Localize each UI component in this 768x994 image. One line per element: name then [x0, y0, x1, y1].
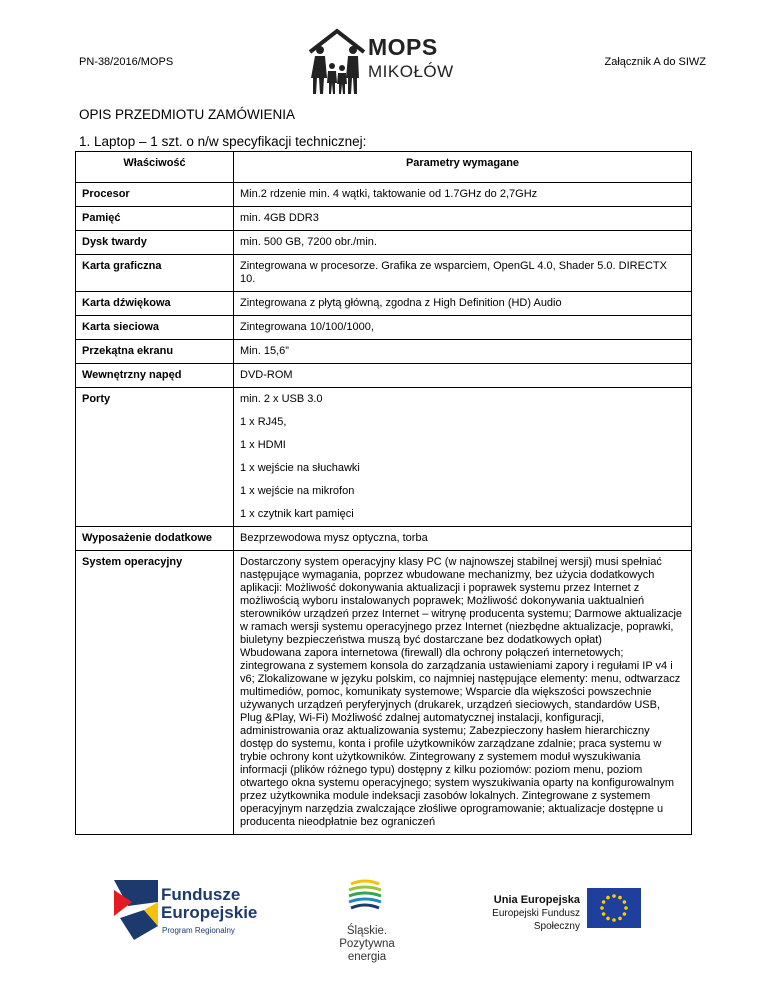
- port-item: 1 x HDMI: [240, 439, 286, 451]
- logo-title: MOPS: [368, 34, 438, 60]
- table-row: [76, 255, 692, 292]
- slaskie-logo-icon: [345, 876, 385, 916]
- port-item: 1 x RJ45,: [240, 416, 287, 428]
- eu-flag-icon: [587, 888, 641, 928]
- fe-flag-icon: [114, 880, 158, 940]
- port-item: 1 x wejście na słuchawki: [240, 462, 360, 474]
- row-key: Karta graficzna: [76, 255, 234, 292]
- row-value-os: [234, 551, 692, 835]
- os-paragraph: Wbudowana zapora internetowa (firewall) dla ochrony połączeń internetowych; zintegrowana z systemem konsola do zarządzania ustawieniami zapory i regułami IP v4 i v6; Zlokalizowane w języku polskim, co najmniej następujące elementy: menu, odtwarzacz multimediów, pomoc, komunikaty systemowe; Wsparcie dla większości powszechnie używanych urządzeń peryferyjnych (drukarek, urządzeń sieciowych, standardów USB, Plug &Play, Wi-Fi) Możliwość zdalnej automatycznej instalacji, konfiguracji, administrowania oraz aktualizowania systemu; Zabezpieczony hasłem hierarchiczny dostęp do systemu, konta i profile użytkowników zarządzane zdalnie; praca systemu w trybie ochrony kont użytkowników. Zintegrowany z systemem moduł wyszukiwania informacji (plików różnego typu) dostępny z kilku poziomów: poziom menu, poziom otwartego okna systemu operacyjnego; system wyszukiwania oparty na konfigurowalnym przez użytkownika module indeksacji zasobów lokalnych. Zintegrowane z systemem operacyjnym narzędzia zwalczające złośliwe oprogramowanie; aktualizacje dostępne u producenta nieodpłatnie bez ograniczeń: [240, 647, 681, 828]
- row-value: min. 500 GB, 7200 obr./min.: [234, 231, 692, 255]
- row-value: DVD-ROM: [234, 364, 692, 388]
- mops-logo: [306, 28, 456, 96]
- column-header-property: Właściwość: [76, 152, 234, 183]
- row-key: System operacyjny: [76, 551, 234, 835]
- row-value: Min. 15,6”: [234, 340, 692, 364]
- port-item: 1 x czytnik kart pamięci: [240, 508, 354, 520]
- table-row: [76, 364, 692, 388]
- slaskie-text: [322, 925, 412, 964]
- fe-logo-line: Fundusze: [161, 885, 241, 904]
- row-value: min. 4GB DDR3: [234, 207, 692, 231]
- column-header-parameters: Parametry wymagane: [234, 152, 692, 183]
- row-value-list: [234, 388, 692, 527]
- row-key: Procesor: [76, 183, 234, 207]
- logo-subtitle: MIKOŁÓW: [368, 62, 454, 81]
- slaskie-line: Pozytywna energia: [339, 938, 395, 963]
- eu-text: [450, 894, 580, 933]
- slaskie-line: Śląskie.: [346, 925, 388, 937]
- table-row: [76, 231, 692, 255]
- table-header-row: [76, 152, 692, 183]
- table-row: [76, 551, 692, 835]
- fe-logo-text: [161, 886, 257, 922]
- attachment-label: Załącznik A do SIWZ: [604, 56, 706, 68]
- eu-title: Unia Europejska: [493, 894, 580, 906]
- port-item: min. 2 x USB 3.0: [240, 393, 323, 405]
- table-row: [76, 183, 692, 207]
- table-row: [76, 527, 692, 551]
- row-key: Karta dźwiękowa: [76, 292, 234, 316]
- table-row: [76, 316, 692, 340]
- table-row: [76, 207, 692, 231]
- row-key: Dysk twardy: [76, 231, 234, 255]
- row-key: Porty: [76, 388, 234, 527]
- family-icon: [306, 28, 368, 96]
- row-key: Karta sieciowa: [76, 316, 234, 340]
- os-paragraph: Dostarczony system operacyjny klasy PC (w najnowszej stabilnej wersji) musi spełniać następujące wymagania, poprzez wbudowane mechanizmy, bez użycia dodatkowych aplikacji: Możliwość dokonywania aktualizacji i poprawek systemu przez Internet z możliwością wyboru instalowanych poprawek; Możliwość dokonywania uaktualnień sterowników urządzeń przez Internet – witrynę producenta systemu; Darmowe aktualizacje w ramach wersji systemu operacyjnego przez Internet (niezbędne aktualizacje, poprawki, biuletyny bezpieczeństwa muszą być dostarczane bez dodatkowych opłat): [240, 556, 683, 646]
- section-title: 1. Laptop – 1 szt. o n/w specyfikacji technicznej:: [79, 134, 367, 149]
- spec-table-body: [76, 183, 692, 835]
- table-row: [76, 340, 692, 364]
- port-item: 1 x wejście na mikrofon: [240, 485, 355, 497]
- document-title: OPIS PRZEDMIOTU ZAMÓWIENIA: [79, 107, 296, 122]
- row-value: Min.2 rdzenie min. 4 wątki, taktowanie od 1.7GHz do 2,7GHz: [234, 183, 692, 207]
- table-row: [76, 292, 692, 316]
- eu-fund: Europejski Fundusz Społeczny: [492, 908, 580, 932]
- row-value: Zintegrowana 10/100/1000,: [234, 316, 692, 340]
- footer-logos: [0, 870, 768, 963]
- fe-logo-line: Europejskie: [161, 903, 258, 922]
- row-key: Przekątna ekranu: [76, 340, 234, 364]
- row-key: Wyposażenie dodatkowe: [76, 527, 234, 551]
- spec-table: [75, 151, 692, 835]
- table-row: [76, 388, 692, 527]
- row-value: Zintegrowana z płytą główną, zgodna z High Definition (HD) Audio: [234, 292, 692, 316]
- row-key: Pamięć: [76, 207, 234, 231]
- doc-reference: PN-38/2016/MOPS: [79, 56, 174, 68]
- row-value: Zintegrowana w procesorze. Grafika ze wsparciem, OpenGL 4.0, Shader 5.0. DIRECTX 10.: [234, 255, 692, 292]
- fe-logo-subtitle: Program Regionalny: [162, 926, 235, 935]
- row-key: Wewnętrzny napęd: [76, 364, 234, 388]
- row-value: Bezprzewodowa mysz optyczna, torba: [234, 527, 692, 551]
